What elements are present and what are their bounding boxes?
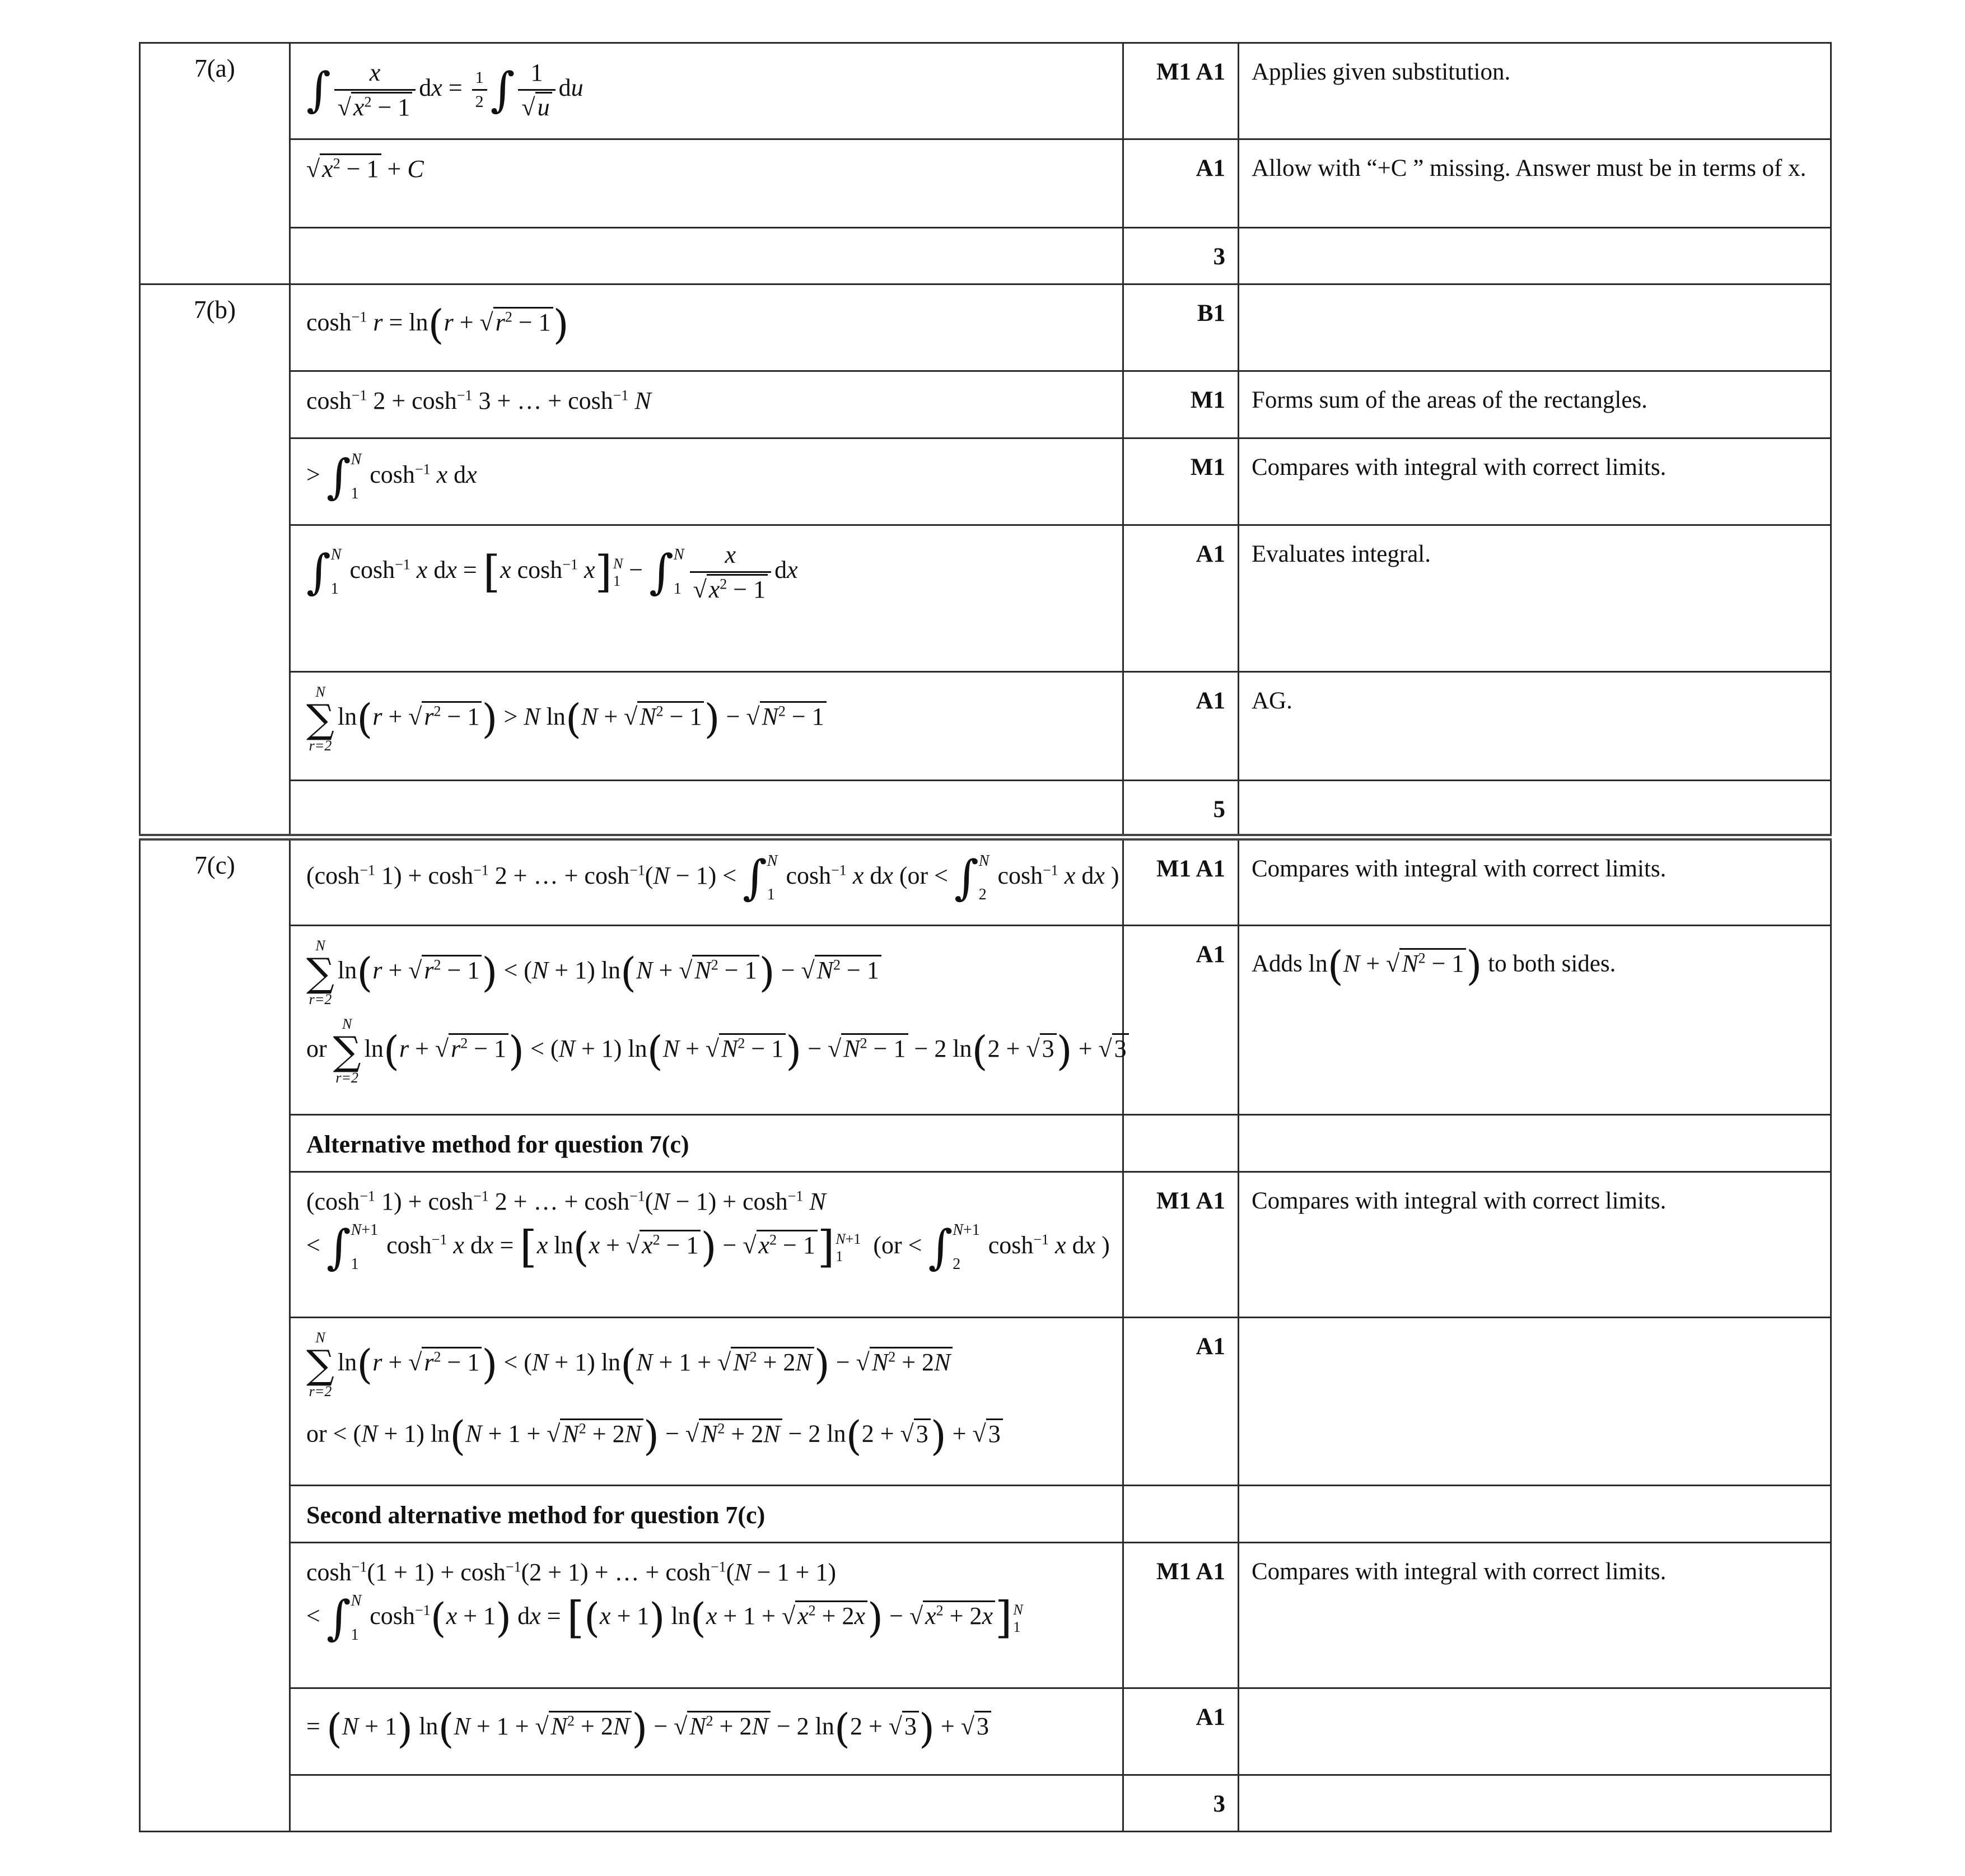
comment-text: Adds — [1252, 950, 1303, 977]
answer-cell — [290, 1688, 1123, 1775]
marks-cell: M1 A1 — [1123, 837, 1239, 926]
mark-scheme-table — [139, 42, 1832, 1832]
marks-cell: A1 — [1123, 926, 1239, 1115]
question-number: 7(b) — [140, 284, 290, 837]
table-row — [140, 926, 1831, 1115]
answer-cell — [290, 1172, 1123, 1318]
math-expression: > ∫ N 1 $\cosh^{-1} x$ dx — [306, 449, 477, 504]
table-row — [140, 43, 1831, 139]
comment-cell — [1239, 1486, 1831, 1543]
total-marks: 5 — [1123, 781, 1239, 837]
answer-cell — [290, 284, 1123, 371]
math-expression: $\ln(N + √N^2 - 1)$ — [1308, 942, 1482, 989]
marks-cell: M1 — [1123, 438, 1239, 525]
or-label: or — [306, 1035, 327, 1063]
marks-cell: A1 — [1123, 672, 1239, 781]
answer-cell — [290, 926, 1127, 1115]
table-row — [140, 1172, 1831, 1318]
marks-cell: A1 — [1123, 525, 1239, 672]
marks-cell: A1 — [1123, 1318, 1239, 1486]
table-row — [140, 1115, 1831, 1172]
table-row — [140, 1318, 1831, 1486]
math-expression: = (N + 1) $\ln(N + 1 + √N^2 + 2N) - √N^2 + 2N - 2$ ln(2 + √3) + √3 — [306, 1712, 991, 1740]
answer-cell — [290, 1543, 1123, 1688]
marks-cell: A1 — [1123, 139, 1239, 228]
comment-cell — [1239, 781, 1831, 837]
table-row — [140, 438, 1831, 525]
math-expression: $\cosh^{-1} r = \ln(r + √r^2 - 1)$ — [306, 301, 569, 348]
comment-cell — [1239, 228, 1831, 284]
comment-text: to both sides. — [1488, 950, 1616, 977]
marks-cell: A1 — [1123, 1688, 1239, 1775]
math-expression: ∫ N 1 $\cosh^{-1} x$ dx = [x $\cosh^{-1} x$] N 1 − ∫ N 1 $\frac{x}{√x^2 - 1}$ dx — [306, 556, 798, 584]
comment-cell — [1239, 926, 1831, 1115]
answer-cell — [290, 139, 1123, 228]
table-row — [140, 228, 1831, 284]
comment-cell: Evaluates integral. — [1239, 525, 1831, 672]
marks-cell — [1123, 1115, 1239, 1172]
question-number: 7(a) — [140, 43, 290, 284]
answer-cell — [290, 43, 1123, 139]
math-expression: < ∫ N 1 $\cosh^{-1}(x + 1)$ dx = [(x + 1) $\ln(x + 1 + √x^2 + 2x) - √x^2 + 2x$] N 1 — [306, 1590, 1023, 1646]
table-row — [140, 837, 1831, 926]
math-expression: ∫ $\frac{x}{√x^2 - 1}$ dx = $\frac{1}{2}$ ∫ $\frac{1}{√u}$ du — [306, 74, 584, 101]
table-row — [140, 1688, 1831, 1775]
marks-cell: M1 A1 — [1123, 43, 1239, 139]
comment-cell — [1239, 1688, 1831, 1775]
table-row — [140, 525, 1831, 672]
answer-cell — [290, 837, 1123, 926]
comment-cell: Applies given substitution. — [1239, 43, 1831, 139]
marks-cell — [1123, 1486, 1239, 1543]
math-expression: $√x^2 - 1 + C$ — [306, 153, 424, 183]
math-expression: or < (N + 1) $\ln(N + 1 + √N^2 + 2N) - √N^2 + 2N - 2$ ln(2 + √3) + √3 — [306, 1409, 1108, 1463]
table-row — [140, 1486, 1831, 1543]
alternative-method-heading: Alternative method for question 7(c) — [290, 1115, 1123, 1172]
marks-cell: M1 — [1123, 371, 1239, 438]
total-marks: 3 — [1123, 228, 1239, 284]
comment-cell — [1239, 1318, 1831, 1486]
answer-cell — [290, 672, 1123, 781]
answer-cell — [290, 1775, 1123, 1832]
table-row — [140, 284, 1831, 371]
comment-cell: Allow with “+C ” missing. Answer must be in terms of x. — [1239, 139, 1831, 228]
math-expression: ($\cosh^{-1}$ $1) + \cosh^{-1} 2$ + … + $\cosh^{-1}(N - 1)$ < ∫ N 1 $\cosh^{-1} x$ dx (or < ∫ N 2 $\cosh^{-1} x$ dx ) — [306, 850, 1119, 906]
mark-scheme-sheet — [139, 42, 1830, 1832]
comment-cell — [1239, 1775, 1831, 1832]
math-expression: < ∫ N+1 1 $\cosh^{-1} x$ dx = [x $\ln(x + √x^2 - 1) - √x^2 - 1$] N+1 1 (or < ∫ N+1 2 $\cosh^{-1} x$ dx ) — [306, 1220, 1110, 1275]
comment-cell — [1239, 1115, 1831, 1172]
or-label: or — [306, 1420, 327, 1448]
table-row — [140, 781, 1831, 837]
total-marks: 3 — [1123, 1775, 1239, 1832]
answer-cell — [290, 371, 1123, 438]
math-expression: N ∑ r=2 $\ln(r + √r^2 - 1) < (N + 1)$ $\ln(N + √N^2 - 1) - √N^2 - 1$ — [306, 939, 1108, 1007]
comment-cell: Compares with integral with correct limits. — [1239, 1172, 1831, 1318]
math-expression: $\cosh^{-1} 2 + \cosh^{-1} 3$ + … + $\cosh^{-1} N$ — [306, 387, 651, 414]
table-row — [140, 139, 1831, 228]
comment-cell: Compares with integral with correct limits. — [1239, 1543, 1831, 1688]
question-number: 7(c) — [140, 837, 290, 1832]
comment-cell — [1239, 284, 1831, 371]
table-row — [140, 1775, 1831, 1832]
math-expression: or N ∑ r=2 $\ln(r + √r^2 - 1) < (N + 1)$ $\ln(N + √N^2 - 1) - √N^2 - 1 - 2$ ln(2 + √3) + √3 — [306, 1017, 1108, 1085]
answer-cell — [290, 781, 1123, 837]
comment-cell: Forms sum of the areas of the rectangles. — [1239, 371, 1831, 438]
answer-cell — [290, 1318, 1123, 1486]
math-expression: ($\cosh^{-1}$ $1) + \cosh^{-1} 2$ + … + $\cosh^{-1}(N - 1) + \cosh^{-1} N$ — [306, 1188, 826, 1215]
marks-cell: M1 A1 — [1123, 1543, 1239, 1688]
math-expression: N ∑ r=2 $\ln(r + √r^2 - 1) < (N + 1)$ $\ln(N + 1 + √N^2 + 2N) - √N^2 + 2N$ — [306, 1331, 1108, 1399]
marks-cell: M1 A1 — [1123, 1172, 1239, 1318]
table-row — [140, 1543, 1831, 1688]
comment-cell: AG. — [1239, 672, 1831, 781]
comment-cell: Compares with integral with correct limits. — [1239, 837, 1831, 926]
table-row — [140, 672, 1831, 781]
marks-cell: B1 — [1123, 284, 1239, 371]
alternative-method-heading: Second alternative method for question 7(c) — [290, 1486, 1123, 1543]
math-expression: $\cosh^{-1}(1 + 1) + \cosh^{-1}(2 + 1)$ + … + $\cosh^{-1}(N - 1 + 1)$ — [306, 1558, 836, 1586]
table-row — [140, 371, 1831, 438]
answer-cell — [290, 525, 1123, 672]
math-expression: N ∑ r=2 $\ln(r + √r^2 - 1) > N$ $\ln(N + √N^2 - 1) - √N^2 - 1$ — [306, 703, 827, 730]
comment-cell: Compares with integral with correct limits. — [1239, 438, 1831, 525]
answer-cell — [290, 228, 1123, 284]
answer-cell — [290, 438, 1123, 525]
